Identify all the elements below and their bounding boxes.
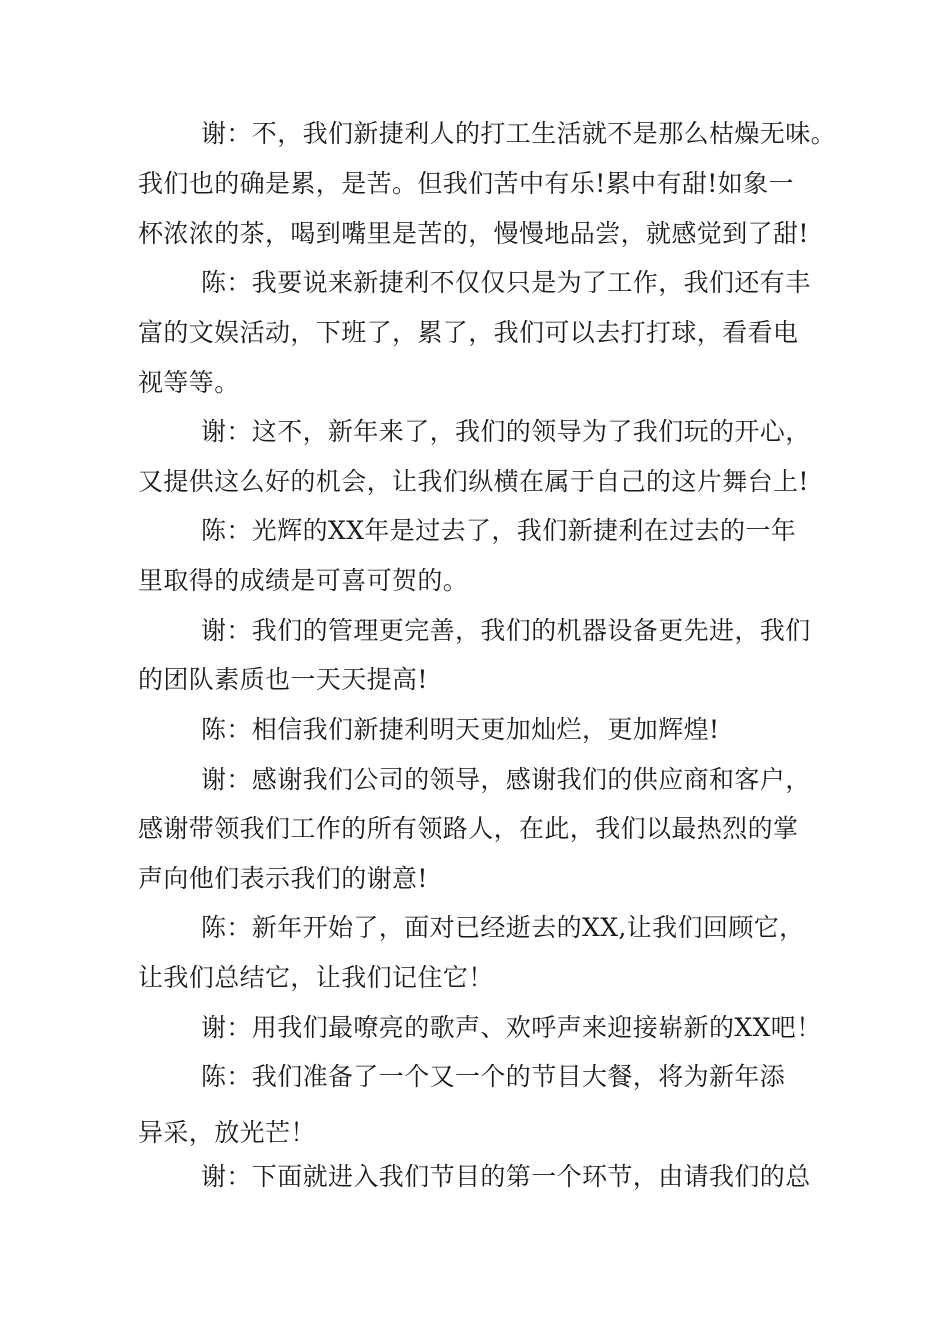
text-line: 的团队素质也一天天提高!	[138, 665, 428, 694]
text-line: 我们也的确是累，是苦。但我们苦中有乐!累中有甜!如象一	[138, 169, 794, 198]
text-line: 谢：感谢我们公司的领导，感谢我们的供应商和客户，	[201, 765, 811, 794]
text-line: 谢：我们的管理更完善，我们的机器设备更先进，我们	[201, 616, 811, 645]
text-line: 谢：这不，新年来了，我们的领导为了我们玩的开心，	[201, 417, 811, 446]
text-line: 声向他们表示我们的谢意!	[138, 864, 428, 893]
text-line: 陈：相信我们新捷利明天更加灿烂，更加辉煌!	[201, 715, 720, 744]
text-line: 谢：不，我们新捷利人的打工生活就不是那么枯燥无味。	[201, 119, 837, 148]
text-line: 异采，放光芒！	[138, 1118, 316, 1147]
text-line: 视等等。	[138, 368, 240, 397]
text-line: 感谢带领我们工作的所有领路人，在此，我们以最热烈的掌	[138, 814, 799, 843]
text-line: 谢：下面就进入我们节目的第一个环节，由请我们的总	[201, 1162, 811, 1191]
text-line: 富的文娱活动，下班了，累了，我们可以去打打球，看看电	[138, 318, 799, 347]
text-line: 陈：我要说来新捷利不仅仅只是为了工作，我们还有丰	[201, 268, 811, 297]
text-line: 谢：用我们最嘹亮的歌声、欢呼声来迎接崭新的XX吧！	[201, 1013, 822, 1042]
text-line: 里取得的成绩是可喜可贺的。	[138, 566, 469, 595]
text-line: 杯浓浓的茶，喝到嘴里是苦的，慢慢地品尝，就感觉到了甜!	[138, 219, 809, 248]
text-line: 陈：我们准备了一个又一个的节目大餐，将为新年添	[201, 1062, 786, 1091]
text-line: 让我们总结它，让我们记住它！	[138, 963, 494, 992]
text-line: 陈：光辉的XX年是过去了，我们新捷利在过去的一年	[201, 516, 797, 545]
text-line: 又提供这么好的机会，让我们纵横在属于自己的这片舞台上!	[138, 467, 809, 496]
text-line: 陈：新年开始了，面对已经逝去的XX,让我们回顾它，	[201, 913, 805, 942]
